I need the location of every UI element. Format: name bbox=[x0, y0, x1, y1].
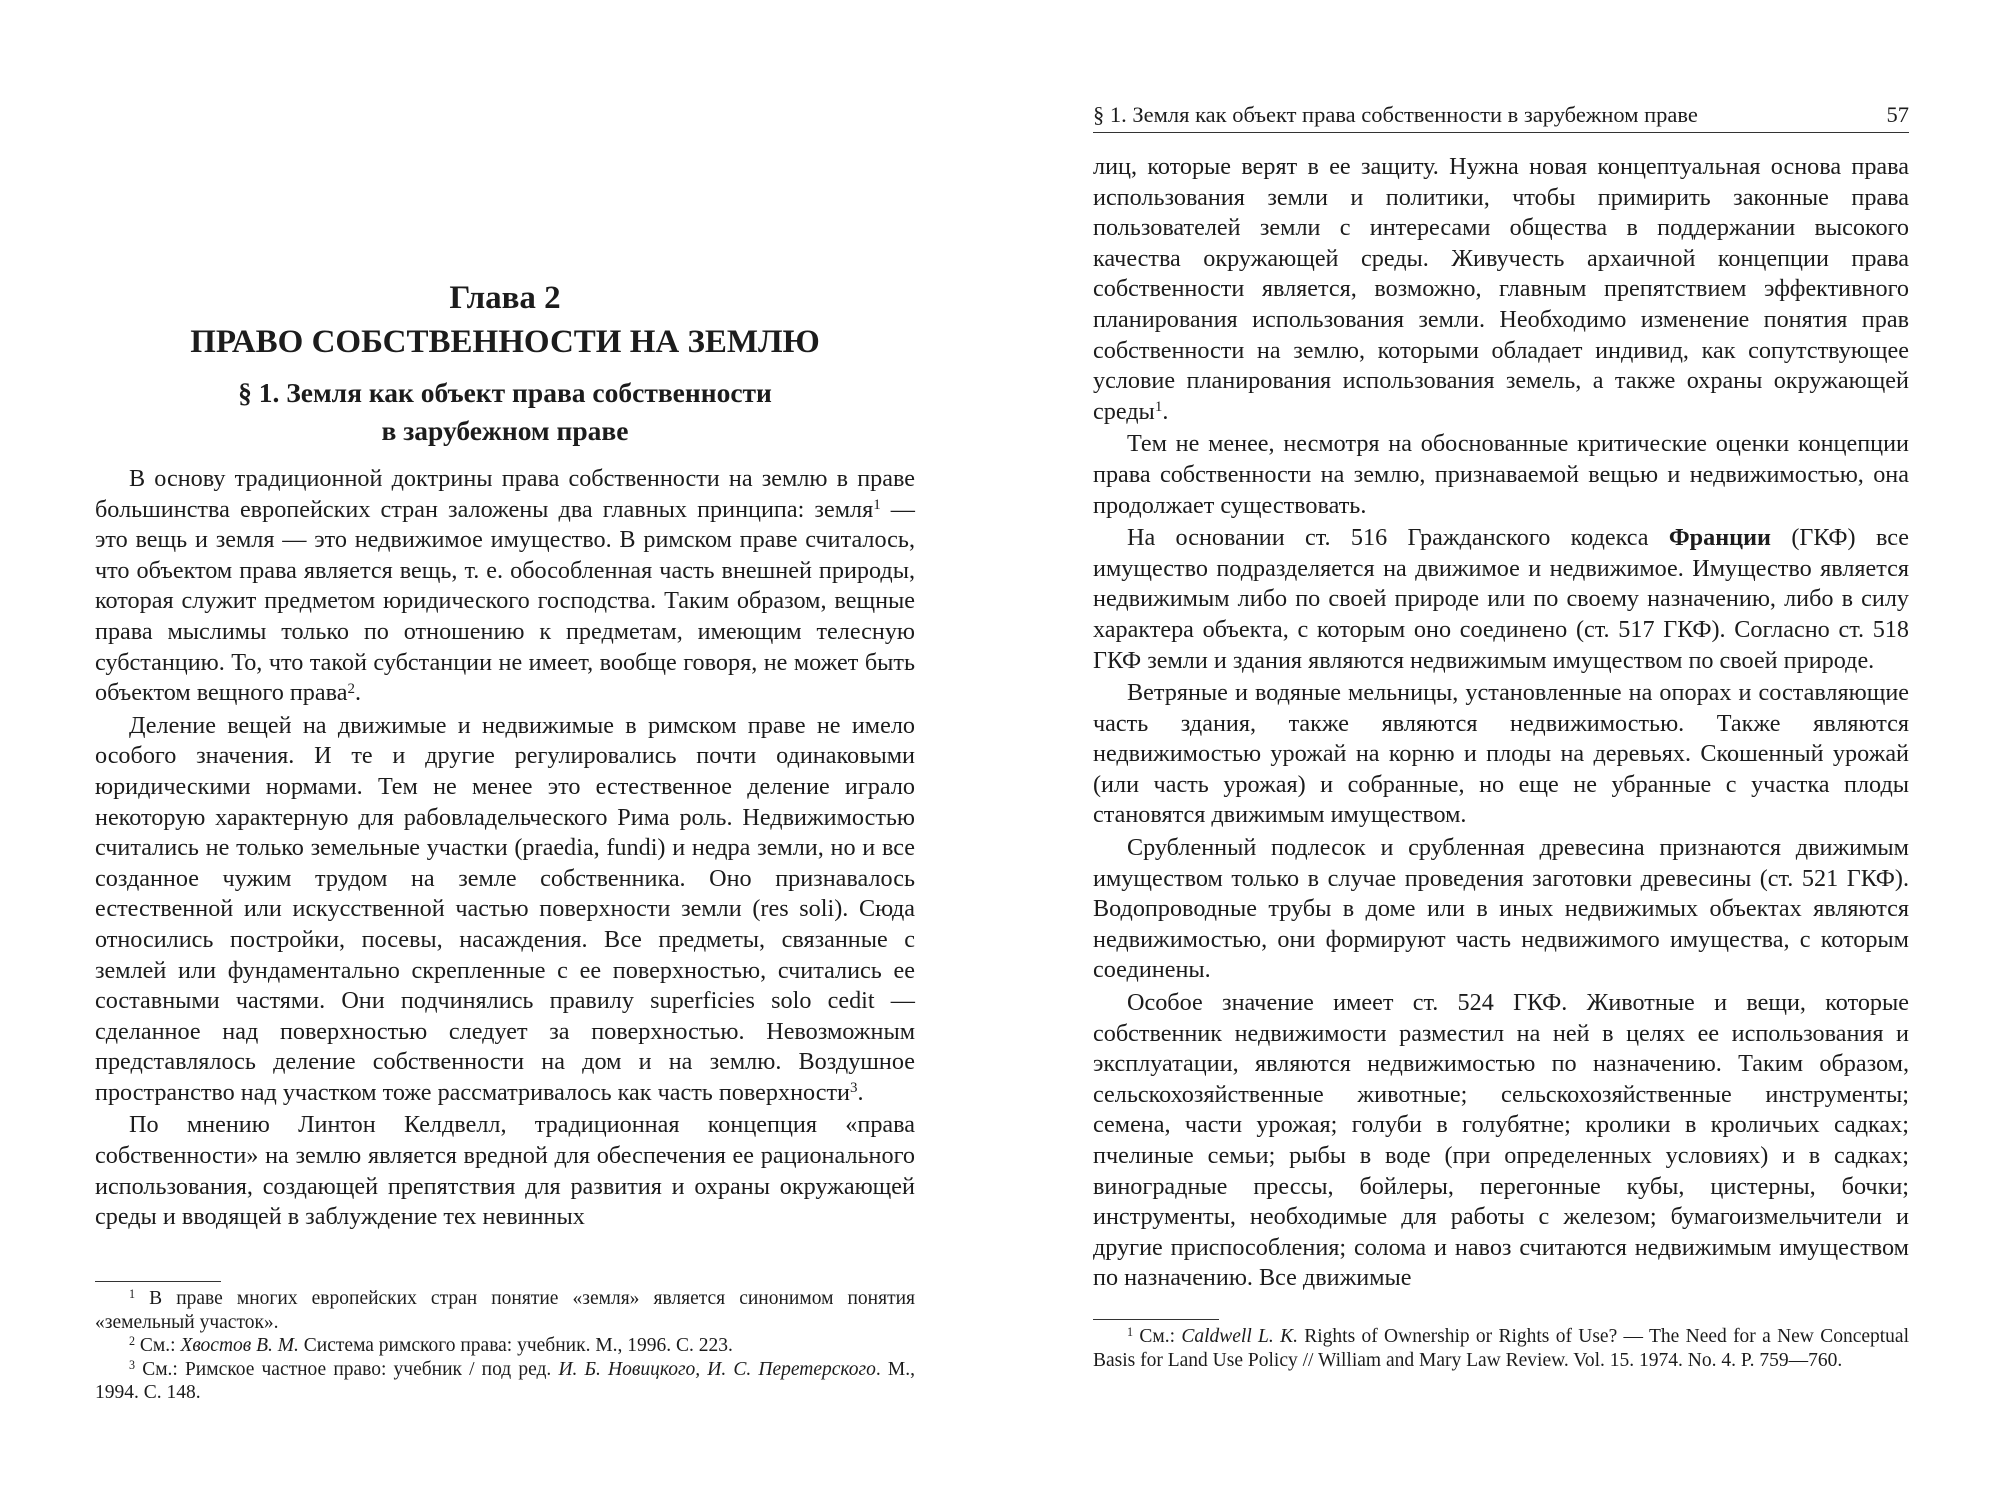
paragraph: Срубленный подлесок и срубленная древесина признаются движимым имуществом только в случае проведения заготовки древесины (ст. 521 ГКФ). Водопроводные трубы в доме или в иных недвижимых объектах являются недвижимостью, они формируют часть недвижимого имущества, с которым соединены. bbox=[1093, 834, 1909, 984]
paragraph: Тем не менее, несмотря на обоснованные критические оценки концепции права собственности на землю, признаваемой вещью и недвижимостью, она продолжает существовать. bbox=[1093, 430, 1909, 519]
chapter-number: Глава 2 bbox=[449, 280, 561, 316]
paragraph: лиц, которые верят в ее защиту. Нужна новая концептуальная основа права использования земли и политики, чтобы примирить законные права пользователей земли с интересами общества в поддержании высокого качества окружающей среды. Живучесть архаичной концепции права собственности является, возможно, главным препятствием эффективного планирования использования земли. Необходимо изменение понятия прав собственности на землю, которыми обладает индивид, как сопутствующее условие планирования использования земель, а также охраны окружающей среды$^1$. bbox=[1093, 153, 1909, 425]
paragraph: В основу традиционной доктрины права собственности на землю в праве большинства европейских стран заложены два главных принципа: земля$^1$ — это вещь и земля — это недвижимое имущество. В римском праве считалось, что объектом права является вещь, т. е. обособленная часть внешней природы, которая служит предметом юридического господства. Таким образом, вещные права мыслимы только по отношению к предметам, имеющим телесную субстанцию. То, что такой субстанции не имеет, вообще говоря, не может быть объектом вещного права$^2$. bbox=[95, 465, 915, 707]
section-title-line1: § 1. Земля как объект права собственности bbox=[238, 377, 772, 408]
paragraph: Особое значение имеет ст. 524 ГКФ. Животные и вещи, которые собственник недвижимости разместил на ней в целях ее использования и эксплуатации, являются недвижимостью по назначению. Таким образом, сельскохозяйственные животные; сельскохозяйственные инструменты; семена, части урожая; голуби в голубятне; кролики в кроличьих садках; пчелиные семьи; рыбы в воде (при определенных условиях) и в садках; виноградные прессы, бойлеры, перегонные кубы, цистерны, бочки; инструменты, необходимые для работы с железом; бумагоизмельчители и другие приспособления; солома и навоз считаются недвижимым имуществом по назначению. Все движимые bbox=[1093, 989, 1909, 1292]
footnote: $^1$ См.: Caldwell L. K. Rights of Ownership or Rights of Use? — The Need for a New Conceptual Basis for Land Use Policy // William and Mary Law Review. Vol. 15. 1974. No. 4. P. 759—760. bbox=[1093, 1324, 1909, 1371]
right-footnotes bbox=[1093, 1325, 1909, 1372]
footnote: $^3$ См.: Римское частное право: учебник / под ред. И. Б. Новицкого, И. С. Перетерского. М., 1994. С. 148. bbox=[95, 1357, 916, 1404]
left-page bbox=[95, 0, 915, 1496]
chapter-heading bbox=[95, 276, 915, 364]
footnote-rule bbox=[95, 1281, 221, 1282]
left-footnotes bbox=[95, 1287, 915, 1405]
chapter-title: ПРАВО СОБСТВЕННОСТИ НА ЗЕМЛЮ bbox=[190, 324, 820, 360]
right-body-text bbox=[1093, 152, 1909, 1296]
paragraph: Деление вещей на движимые и недвижимые в римском праве не имело особого значения. И те и другие регулировались почти одинаковыми юридическими нормами. Тем не менее это естественное деление играло некоторую характерную для рабовладельческого Рима роль. Недвижимостью считались не только земельные участки (praedia, fundi) и недра земли, но и все созданное чужим трудом на земле собственника. Оно признавалось естественной или искусственной частью поверхности земли (res soli). Сюда относились постройки, посевы, насаждения. Все предметы, связанные с землей или фундаментально скрепленные с ее поверхностью, считались ее составными частями. Они подчинялись правилу superficies solo cedit — сделанное над поверхностью следует за поверхностью. Невозможным представлялось деление собственности на дом и на землю. Воздушное пространство над участком тоже рассматривалось как часть поверхности$^3$. bbox=[95, 711, 915, 1106]
right-page bbox=[1093, 0, 1909, 1496]
paragraph: На основании ст. 516 Гражданского кодекса Франции (ГКФ) все имущество подразделяется на движимое и недвижимое. Имущество является недвижимым либо по своей природе или по своему назначению, либо в силу характера объекта, с которым оно соединено (ст. 517 ГКФ). Согласно ст. 518 ГКФ земли и здания являются недвижимым имуществом по своей природе. bbox=[1093, 524, 1909, 674]
left-body-text bbox=[95, 464, 915, 1235]
footnote: $^2$ См.: Хвостов В. М. Система римского права: учебник. М., 1996. С. 223. bbox=[129, 1334, 733, 1357]
paragraph: Ветряные и водяные мельницы, установленные на опорах и составляющие часть здания, также являются недвижимостью. Также являются недвижимостью урожай на корню и плоды на деревьях. Скошенный урожай (или часть урожая) и собранные, но еще не убранные с участка плоды становятся движимым имуществом. bbox=[1093, 679, 1909, 829]
footnote-rule bbox=[1093, 1319, 1219, 1320]
running-head bbox=[1093, 102, 1909, 133]
running-head-title: § 1. Земля как объект права собственности в зарубежном праве bbox=[1093, 102, 1698, 127]
section-title-line2: в зарубежном праве bbox=[381, 415, 629, 446]
footnote: $^1$ В праве многих европейских стран понятие «земля» является синонимом понятия «земельный участок». bbox=[95, 1286, 916, 1333]
paragraph: По мнению Линтон Келдвелл, традиционная концепция «права собственности» на землю является вредной для обеспечения ее рационального использования, создающей препятствия для развития и охраны окружающей среды и вводящей в заблуждение тех невинных bbox=[95, 1111, 915, 1231]
section-heading bbox=[95, 374, 915, 450]
page-number: 57 bbox=[1886, 102, 1909, 127]
